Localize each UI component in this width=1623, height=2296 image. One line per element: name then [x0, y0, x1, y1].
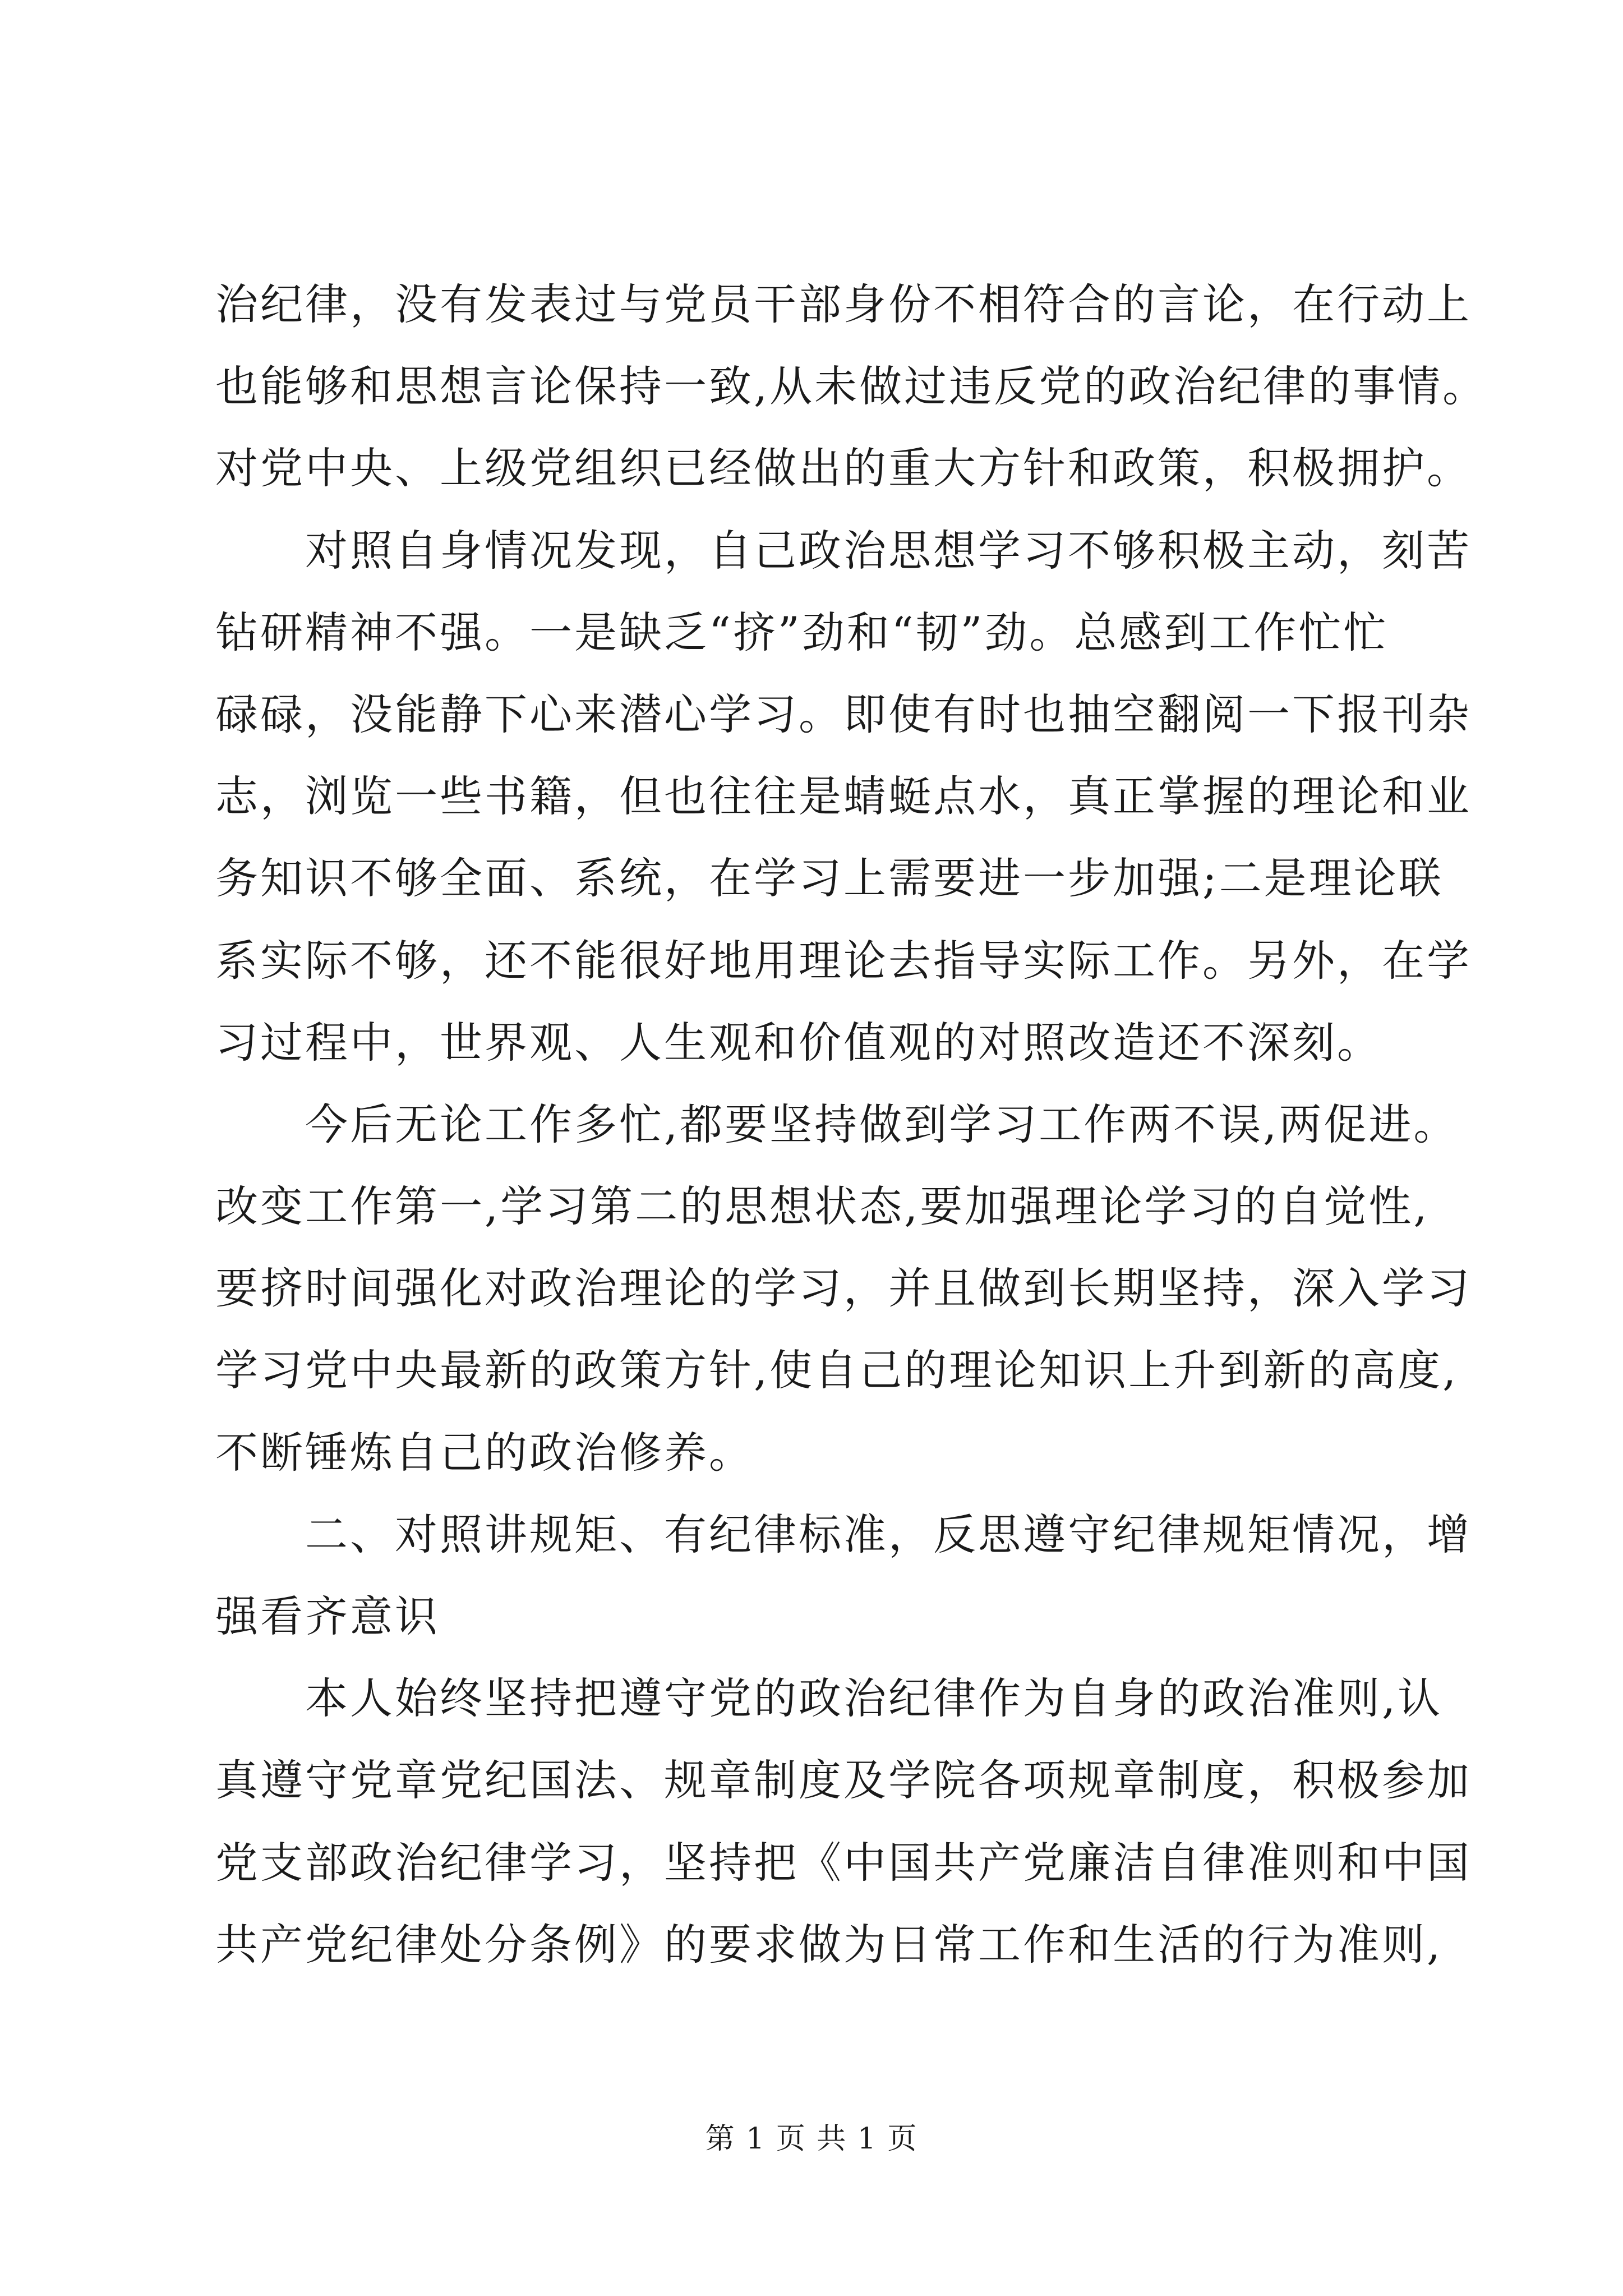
- document-body: [215, 264, 1488, 1986]
- text-line: 习过程中，世界观、人生观和价值观的对照改造还不深刻。: [215, 1017, 1382, 1068]
- text-line: 本人始终坚持把遵守党的政治纪律作为自身的政治准则,认: [215, 1673, 1443, 1724]
- text-line: 共产党纪律处分条例》的要求做为日常工作和生活的行为准则,: [215, 1919, 1443, 1970]
- text-line: 碌碌，没能静下心来潜心学习。即使有时也抽空翻阅一下报刊杂: [215, 689, 1472, 739]
- text-line: 治纪律，没有发表过与党员干部身份不相符合的言论，在行动上: [215, 279, 1472, 329]
- text-line: 务知识不够全面、系统，在学习上需要进一步加强;二是理论联: [215, 853, 1444, 904]
- section-heading-line: 二、对照讲规矩、有纪律标准，反思遵守纪律规矩情况，增: [215, 1509, 1472, 1559]
- text-line: 改变工作第一,学习第二的思想状态,要加强理论学习的自觉性,: [215, 1181, 1430, 1232]
- page-footer: 第 1 页 共 1 页: [705, 2122, 918, 2156]
- text-line: 真遵守党章党纪国法、规章制度及学院各项规章制度，积极参加: [215, 1755, 1472, 1806]
- text-line: 学习党中央最新的政策方针,使自己的理论知识上升到新的高度,: [215, 1345, 1459, 1396]
- text-line: 也能够和思想言论保持一致,从未做过违反党的政治纪律的事情。: [215, 361, 1488, 412]
- text-line: 系实际不够，还不能很好地用理论去指导实际工作。另外，在学: [215, 935, 1472, 986]
- text-line: 志，浏览一些书籍，但也往往是蜻蜓点水，真正掌握的理论和业: [215, 771, 1472, 822]
- text-line: 不断锤炼自己的政治修养。: [215, 1427, 754, 1478]
- section-heading-line: 强看齐意识: [215, 1591, 440, 1641]
- text-line: 今后无论工作多忙,都要坚持做到学习工作两不误,两促进。: [215, 1099, 1459, 1149]
- text-line: 钻研精神不强。一是缺乏“挤”劲和“韧”劲。总感到工作忙忙: [215, 607, 1389, 657]
- text-line: 党支部政治纪律学习，坚持把《中国共产党廉洁自律准则和中国: [215, 1837, 1472, 1888]
- text-line: 对党中央、上级党组织已经做出的重大方针和政策，积极拥护。: [215, 443, 1472, 494]
- text-line: 对照自身情况发现，自己政治思想学习不够积极主动，刻苦: [215, 525, 1472, 576]
- text-line: 要挤时间强化对政治理论的学习，并且做到长期坚持，深入学习: [215, 1263, 1472, 1314]
